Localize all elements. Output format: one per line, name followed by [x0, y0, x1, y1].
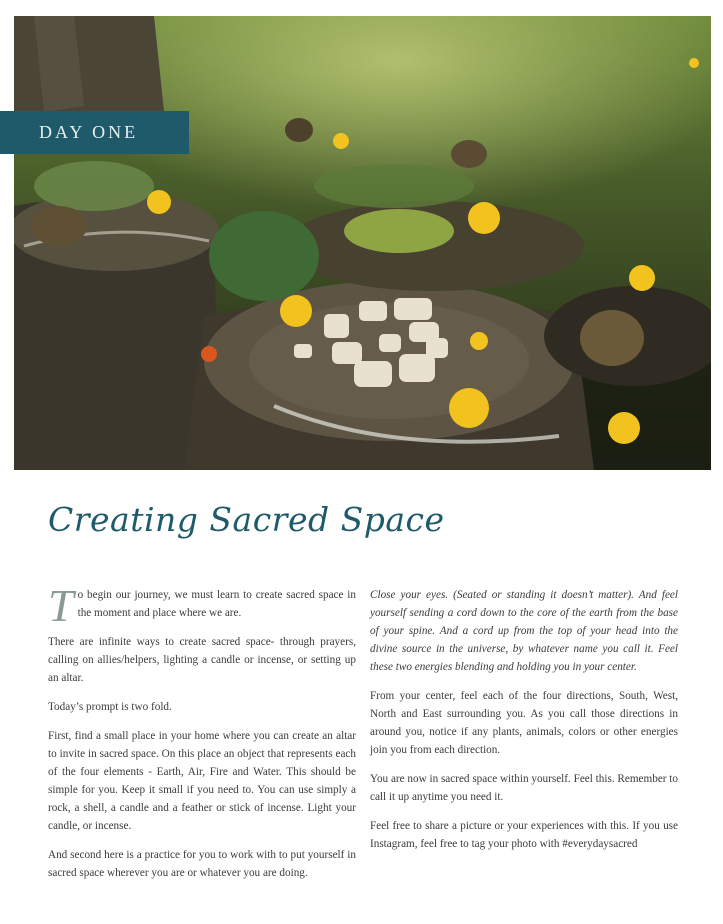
paragraph: First, find a small place in your home where you can create an altar to invite in sacred space. On this place an object that represents each of the four elements - Earth, Air, Fire and Water. This should be simple for you. Keep it small if you need to. You can use simply a rock, a shell, a candle and a feather or stick of incense. Light your candle, or incense.	[48, 730, 356, 832]
day-one-banner: DAY ONE	[0, 111, 189, 154]
paragraph: There are infinite ways to create sacred space- through prayers, calling on allies/helpers, lighting a candle or incense, or setting up an altar.	[48, 636, 356, 684]
hero-photo-altar-on-tree-stumps	[14, 16, 711, 470]
paragraph: Today’s prompt is two fold.	[48, 701, 172, 713]
right-column	[370, 586, 678, 864]
drop-cap: T	[48, 580, 74, 631]
intro-paragraph	[48, 580, 356, 631]
paragraph: And second here is a practice for you to work with to put yourself in sacred space wherever you are or whatever you are doing.	[48, 849, 356, 879]
intro-text: o begin our journey, we must learn to create sacred space in the moment and place where we are.	[77, 589, 356, 619]
page-title: Creating Sacred Space	[48, 500, 445, 539]
left-column	[48, 580, 356, 893]
paragraph: From your center, feel each of the four directions, South, West, North and East surrounding you. As you call those directions in around you, notice if any plants, animals, colors or other energies join you from each direction.	[370, 690, 678, 756]
paragraph: You are now in sacred space within yourself. Feel this. Remember to call it up anytime you need it.	[370, 773, 679, 803]
paragraph: Feel free to share a picture or your experiences with this. If you use Instagram, feel free to tag your photo with #everydaysacred	[370, 820, 678, 850]
meditation-paragraph: Close your eyes. (Seated or standing it doesn’t matter). And feel yourself sending a cord down to the core of the earth from the base of your spine. And a cord up from the top of your head into the divine source in the universe, by whatever name you call it. Feel these two energies blending and holding you in your center.	[370, 589, 678, 673]
